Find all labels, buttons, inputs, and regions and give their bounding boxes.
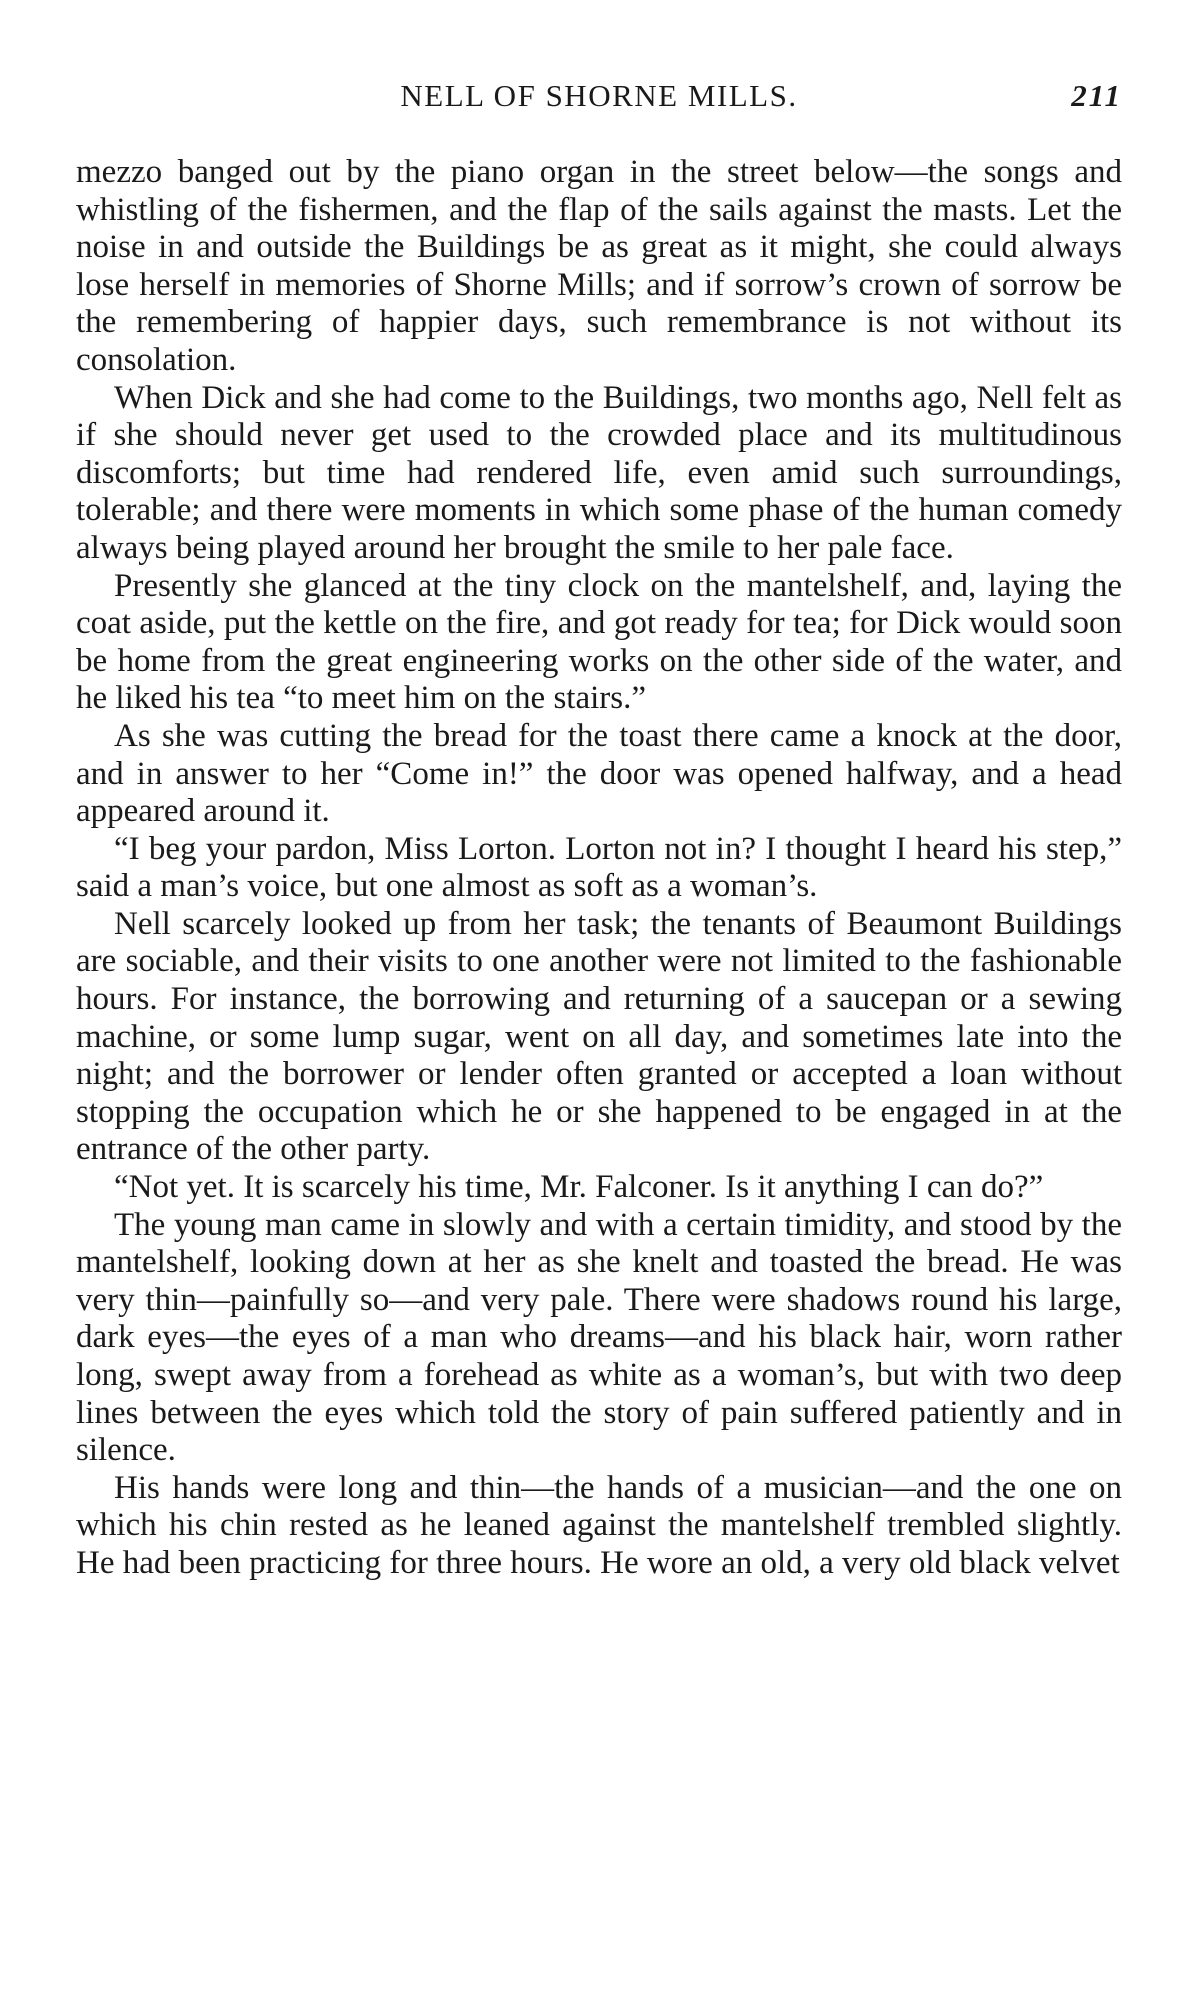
paragraph: As she was cutting the bread for the toast there came a knock at the door, and in answer to her “Come in!” the door was opened halfway, and a head appeared around it. xyxy=(76,717,1122,830)
paragraph: “Not yet. It is scarcely his time, Mr. Falconer. Is it anything I can do?” xyxy=(114,1169,1044,1206)
paragraph: When Dick and she had come to the Buildings, two months ago, Nell felt as if she should never get used to the crowded place and its multitudinous discomforts; but time had rendered life, even amid such surroundings, tolerable; and there were moments in which some phase of the human comedy always being played around her brought the smile to her pale face. xyxy=(76,379,1122,566)
paragraph-continued: mezzo banged out by the piano organ in the street below—the songs and whistling of the fishermen, and the flap of the sails against the masts. Let the noise in and outside the Buildings be as great as it might, she could always lose herself in memories of Shorne Mills; and if sorrow’s crown of sorrow be the remembering of happier days, such remembrance is not without its consolation. xyxy=(76,154,1122,378)
page-number: 211 xyxy=(1071,78,1122,113)
paragraph: The young man came in slowly and with a certain timidity, and stood by the mantelshelf, looking down at her as she knelt and toasted the bread. He was very thin—painfully so—and very pale. There were shadows round his large, dark eyes—the eyes of a man who dreams—and his black hair, worn rather long, swept away from a forehead as white as a woman’s, but with two deep lines between the eyes which told the story of pain suffered patiently and in silence. xyxy=(76,1206,1122,1469)
paragraph: His hands were long and thin—the hands of a musician—and the one on which his chin rested as he leaned against the mantelshelf trembled slightly. He had been practicing for three hours. He wore an old, a very old black velvet xyxy=(76,1469,1122,1581)
paragraph: “I beg your pardon, Miss Lorton. Lorton not in? I thought I heard his step,” said a man’s voice, but one almost as soft as a woman’s. xyxy=(76,830,1122,905)
paragraph: Nell scarcely looked up from her task; the tenants of Beaumont Buildings are sociable, and their visits to one another were not limited to the fashionable hours. For instance, the borrowing and returning of a saucepan or a sewing machine, or some lump sugar, went on all day, and sometimes late into the night; and the borrower or lender often granted or accepted a loan without stopping the occupation which he or she happened to be engaged in at the entrance of the other party. xyxy=(76,905,1122,1168)
body-text xyxy=(76,154,1122,1583)
running-head xyxy=(76,78,1122,118)
running-title: NELL OF SHORNE MILLS. xyxy=(400,78,798,113)
paragraph: Presently she glanced at the tiny clock on the mantelshelf, and, laying the coat aside, put the kettle on the fire, and got ready for tea; for Dick would soon be home from the great engineering works on the other side of the water, and he liked his tea “to meet him on the stairs.” xyxy=(76,567,1122,717)
